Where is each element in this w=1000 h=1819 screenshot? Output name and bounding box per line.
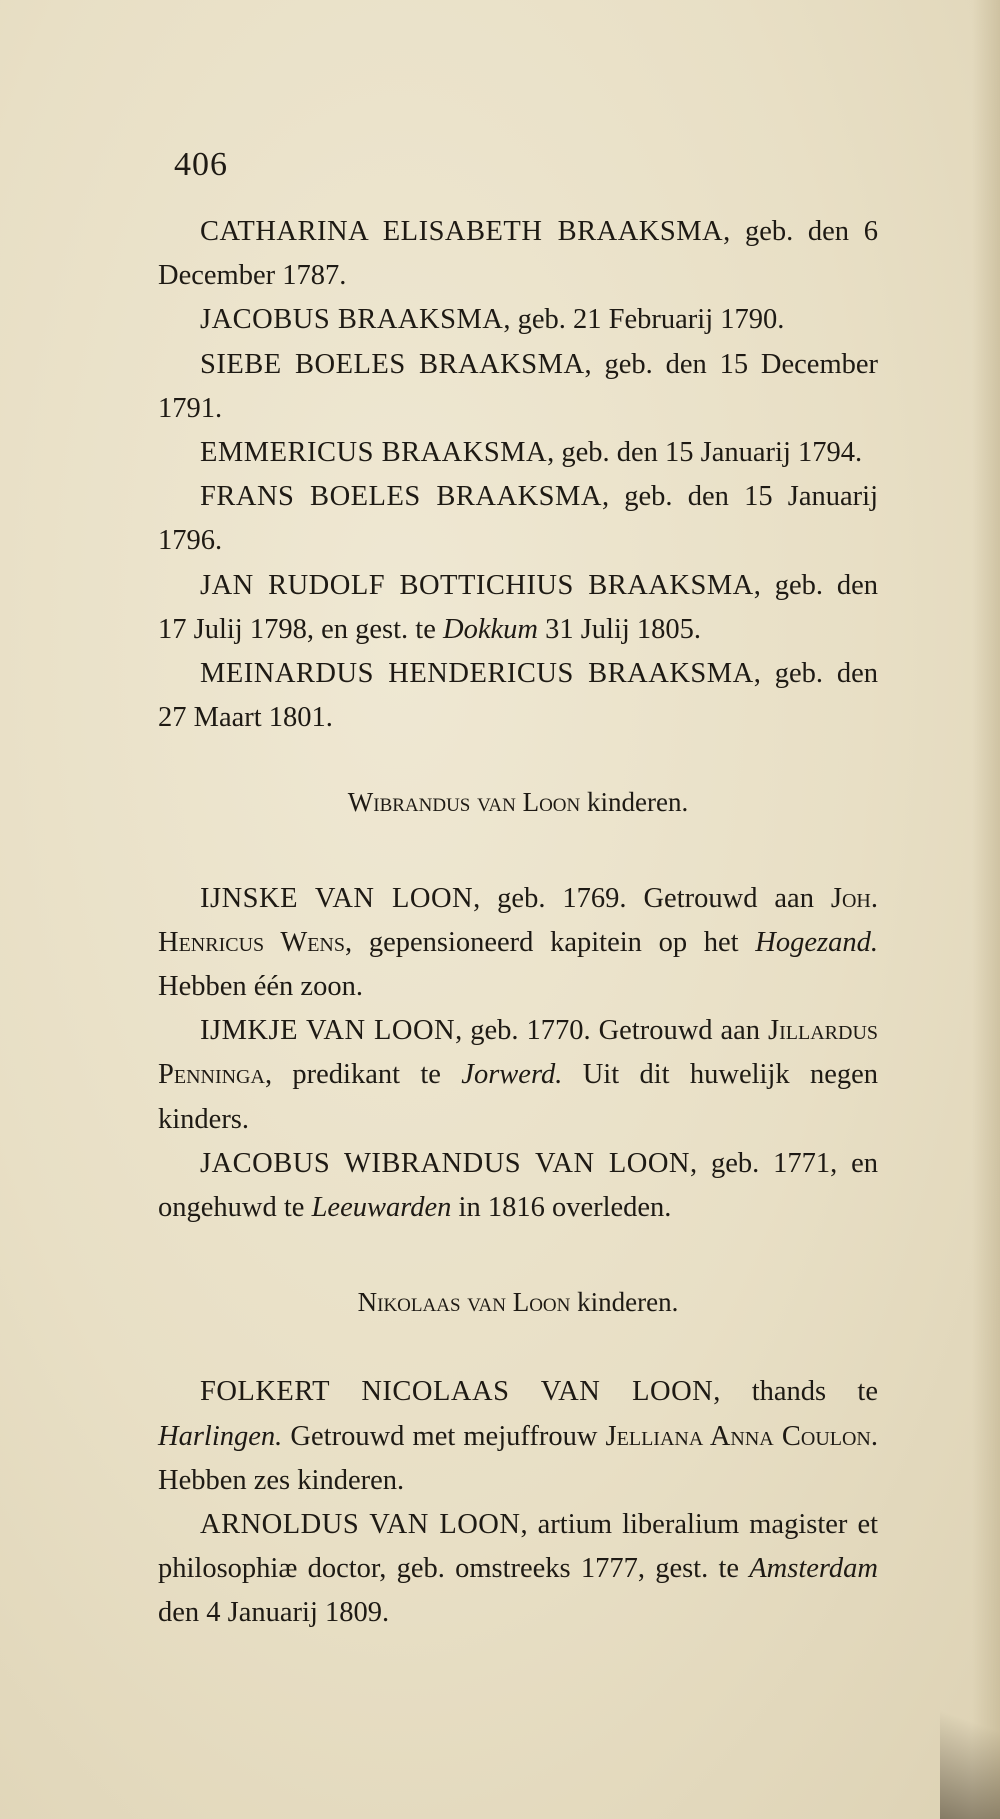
entry-arnoldus bbox=[158, 1503, 878, 1636]
section-heading-nikolaas bbox=[158, 1280, 878, 1324]
entry-name: IJMKJE VAN LOON bbox=[200, 1015, 456, 1047]
entry-text: , artium liberalium magister et philosophiæ doctor, geb. omstreeks 1777, gest. te bbox=[158, 1509, 879, 1585]
entry-jacobus-braaksma bbox=[158, 298, 878, 342]
place-name: Dokkum bbox=[442, 613, 538, 645]
entry-text: , predikant te bbox=[264, 1059, 462, 1091]
entry-text: den 4 Januarij 1809. bbox=[158, 1597, 390, 1629]
entry-text: , geb. 21 Februarij 1790. bbox=[503, 304, 785, 336]
entry-jan-rudolf bbox=[158, 564, 878, 652]
entry-name: MEINARDUS HENDERICUS BRAAKSMA bbox=[200, 658, 754, 690]
entry-text: , geb. den 27 Maart 1801. bbox=[158, 658, 878, 734]
entry-name: JACOBUS WIBRANDUS VAN LOON bbox=[200, 1147, 691, 1179]
entry-name: FRANS BOELES BRAAKSMA bbox=[200, 481, 602, 513]
entry-text: Hebben één zoon. bbox=[158, 971, 363, 1003]
entry-text: , geb. den 15 Januarij 1794. bbox=[547, 437, 863, 469]
entry-name: JAN RUDOLF BOTTICHIUS BRAAKSMA bbox=[200, 569, 754, 601]
entry-frans bbox=[158, 475, 878, 563]
section-heading-wibrandus bbox=[158, 780, 878, 824]
entry-siebe bbox=[158, 343, 878, 431]
entry-emmericus bbox=[158, 431, 878, 475]
entry-folkert bbox=[158, 1370, 878, 1503]
entry-text: 31 Julij 1805. bbox=[537, 613, 702, 645]
spouse-name: Jillardus Penninga bbox=[158, 1015, 879, 1091]
place-name: Harlingen. bbox=[158, 1420, 283, 1452]
entry-text: , gepensioneerd kapitein op het bbox=[345, 926, 756, 958]
entry-jacobus-wibrandus bbox=[158, 1142, 878, 1230]
entry-name: SIEBE BOELES BRAAKSMA bbox=[200, 348, 585, 380]
page-corner-shadow bbox=[940, 1659, 1000, 1819]
entry-text: , thands te bbox=[713, 1376, 878, 1408]
entry-name: CATHARINA ELISABETH BRAAKSMA bbox=[200, 216, 724, 247]
entry-name: FOLKERT NICOLAAS VAN LOON bbox=[200, 1376, 714, 1408]
heading-text: kinderen. bbox=[570, 1287, 679, 1318]
spouse-name: Joh. Henricus Wens bbox=[158, 882, 878, 958]
entry-text: , geb. den 15 Januarij 1796. bbox=[158, 481, 878, 557]
entry-text: Uit dit huwelijk negen kinders. bbox=[158, 1059, 878, 1135]
place-name: Jorwerd. bbox=[461, 1059, 563, 1091]
entry-text: , geb. den 15 December 1791. bbox=[158, 348, 879, 424]
place-name: Leeuwarden bbox=[311, 1192, 452, 1224]
entry-name: IJNSKE VAN LOON bbox=[200, 882, 474, 914]
heading-name: Nikolaas van Loon bbox=[357, 1287, 571, 1318]
entry-ijmkje bbox=[158, 1009, 878, 1142]
page-number: 406 bbox=[174, 146, 228, 183]
entry-text: in 1816 overleden. bbox=[451, 1192, 672, 1224]
entry-ijnske bbox=[158, 877, 878, 1010]
spouse-name: Jelliana Anna Coulon. bbox=[605, 1420, 878, 1452]
text-body bbox=[158, 210, 878, 1636]
entry-text: , geb. 1769. Getrouwd aan bbox=[473, 882, 831, 914]
entry-name: JACOBUS BRAAKSMA bbox=[200, 304, 504, 336]
entry-catharina bbox=[158, 210, 878, 298]
place-name: Amsterdam bbox=[749, 1553, 878, 1585]
place-name: Hogezand. bbox=[755, 926, 878, 958]
entry-text: , geb. 1770. Getrouwd aan bbox=[455, 1015, 769, 1047]
entry-text: Hebben zes kinderen. bbox=[158, 1464, 405, 1496]
heading-text: kinderen. bbox=[580, 787, 689, 818]
entry-text: , geb. den 17 Julij 1798, en gest. te bbox=[158, 569, 878, 645]
entry-text: , geb. 1771, en ongehuwd te bbox=[158, 1147, 878, 1224]
heading-name: Wibrandus van Loon bbox=[347, 787, 581, 818]
entry-meinardus bbox=[158, 652, 878, 740]
entry-text: , geb. den 6 December 1787. bbox=[158, 216, 878, 292]
entry-name: EMMERICUS BRAAKSMA bbox=[200, 437, 548, 469]
entry-text: Getrouwd met mejuffrouw bbox=[282, 1420, 606, 1452]
entry-name: ARNOLDUS VAN LOON bbox=[200, 1509, 521, 1541]
page-edge-shadow bbox=[972, 0, 1000, 1819]
